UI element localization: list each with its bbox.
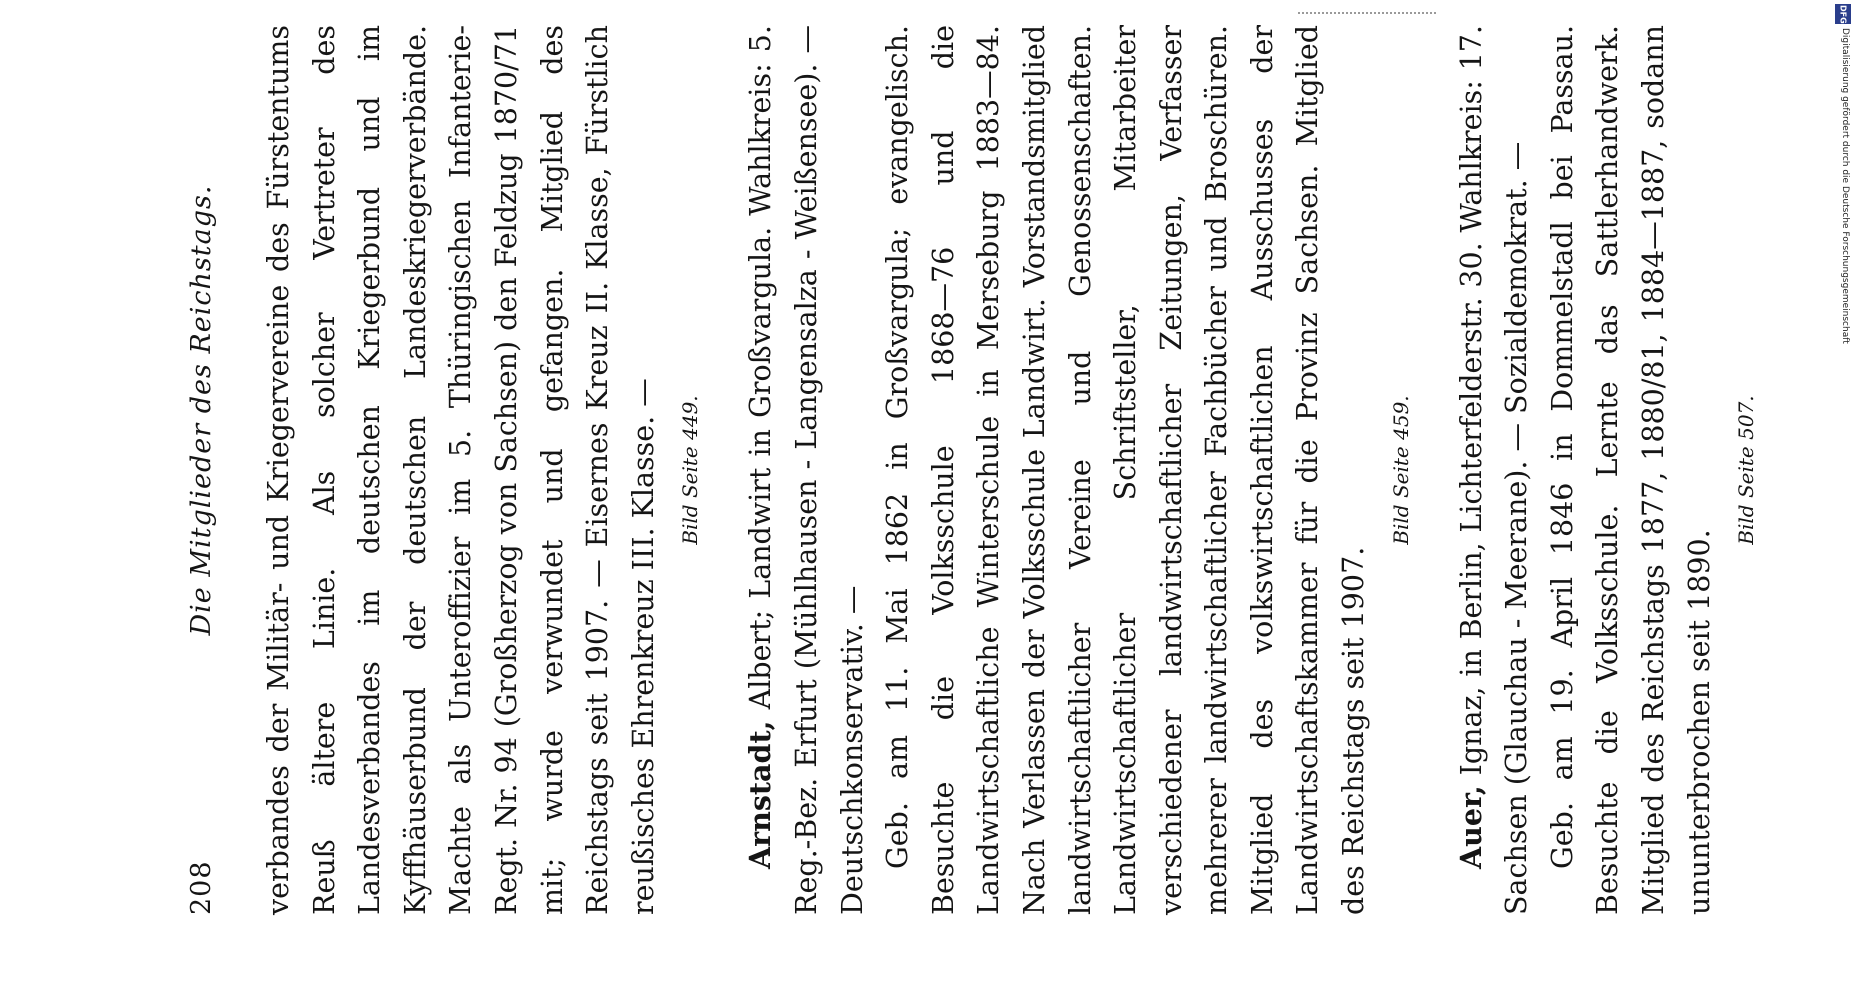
entry-auer: [1449, 25, 1540, 915]
image-reference: Bild Seite 449.: [678, 395, 703, 545]
funding-notice: Digitalisierung gefördert durch die Deutsche Forschungsgemeinschaft: [1840, 28, 1850, 344]
page-number: 208: [186, 860, 217, 915]
entry-details: Ignaz, in Berlin, Lichterfelderstr. 30. Wahlkreis: 17. Sachsen (Glauchau - Meerane). — Sozialdemokrat. —: [1454, 25, 1534, 915]
text-column: [256, 25, 1766, 915]
entry-biography: Geb. am 11. Mai 1862 in Großvargula; evangelisch. Besuchte die Volksschule 1868—76 und die Landwirtschaftliche Winterschule in Merseburg 1883—84. Nach Verlassen der Volksschule Landwirt. Vorstandsmitglied landwirtschaftlicher Vereine und Genossenschaften. Landwirtschaftlicher Schriftsteller, Mitarbeiter verschiedener landwirtschaftlicher Zeitungen, Verfasser mehrerer landwirtschaftlicher Fachbücher und Broschüren. Mitglied des volkswirtschaftlichen Ausschusses der Landwirtschaftskammer für die Provinz Sachsen. Mitglied des Reichstags seit 1907.: [881, 25, 1371, 915]
image-reference: Bild Seite 507.: [1734, 395, 1759, 545]
dfg-logo: DFG: [1835, 4, 1851, 24]
entry-name: Arnstadt,: [743, 720, 778, 869]
running-title: Die Mitglieder des Reichstags.: [186, 184, 217, 636]
entry-name: Auer,: [1453, 785, 1488, 869]
image-reference: Bild Seite 459.: [1388, 395, 1413, 545]
entry-biography: Geb. am 19. April 1846 in Dommelstadl bei Passau. Besuchte die Volksschule. Lernte das Sattlerhandwerk. Mitglied des Reichstags 1877, 1880/81, 1884—1887, sodann ununterbrochen seit 1890.: [1545, 25, 1716, 915]
entry-details: Albert; Landwirt in Großvargula. Wahlkreis: 5. Reg.-Bez. Erfurt (Mühlhausen - Langensalza - Weißensee). — Deutschkonservativ. —: [744, 25, 869, 915]
paragraph-continuation: verbandes der Militär- und Kriegervereine des Fürstentums Reuß ältere Linie. Als solcher Vertreter des Landesverbandes im deutschen Kriegerbund und im Kyffhäuserbund der deutschen Landeskriegerverbände. Machte als Unteroffizier im 5. Thüringischen Infanterie-Regt. Nr. 94 (Großherzog von Sachsen) den Feldzug 1870/71 mit; wurde verwundet und gefangen. Mitglied des Reichstags seit 1907. — Eisernes Kreuz II. Klasse, Fürstlich reußisches Ehrenkreuz III. Klasse. —: [262, 25, 660, 915]
entry-arnstadt: [738, 25, 875, 915]
